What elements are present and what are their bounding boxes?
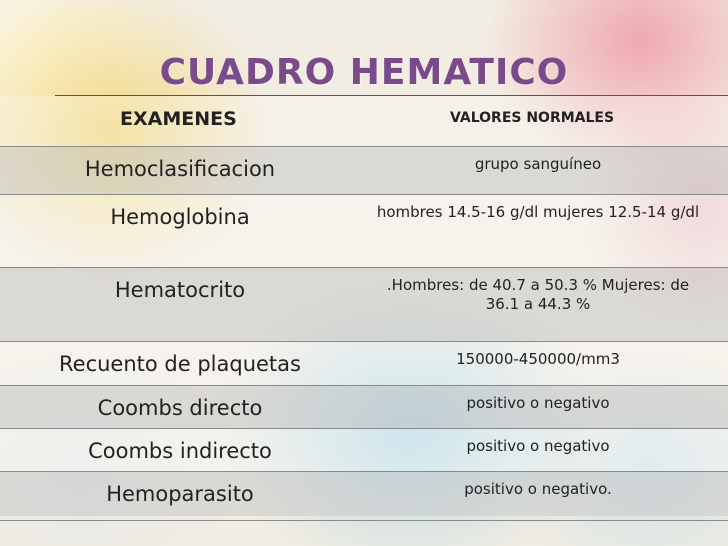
normal-value: positivo o negativo. xyxy=(464,480,612,498)
exam-name: Coombs indirecto xyxy=(88,439,272,463)
exam-name: Hemoparasito xyxy=(106,482,254,506)
hematic-table xyxy=(0,96,728,516)
table-header-row xyxy=(0,96,728,146)
table-row xyxy=(0,194,728,267)
table-row xyxy=(0,267,728,341)
exam-name: Coombs directo xyxy=(97,396,263,420)
normal-value: hombres 14.5-16 g/dl mujeres 12.5-14 g/dl xyxy=(376,203,700,221)
exam-name: Hemoglobina xyxy=(110,205,250,229)
header-examenes: EXAMENES xyxy=(120,108,237,130)
normal-value: grupo sanguíneo xyxy=(474,155,602,173)
header-valores-normales: VALORES NORMALES xyxy=(450,110,615,126)
table-row xyxy=(0,385,728,428)
normal-value: positivo o negativo xyxy=(466,394,610,412)
normal-value: 150000-450000/mm3 xyxy=(456,350,620,368)
exam-name: Recuento de plaquetas xyxy=(59,352,301,376)
table-row xyxy=(0,471,728,516)
exam-name: Hematocrito xyxy=(114,278,246,302)
page-title: CUADRO HEMATICO xyxy=(159,52,569,93)
normal-value: positivo o negativo xyxy=(466,437,610,455)
table-bottom-divider xyxy=(0,520,728,521)
table-row xyxy=(0,146,728,194)
table-row xyxy=(0,341,728,385)
table-row xyxy=(0,428,728,471)
exam-name: Hemoclasificacion xyxy=(84,157,276,181)
normal-value: .Hombres: de 40.7 a 50.3 % Mujeres: de 36.1 a 44.3 % xyxy=(386,276,690,313)
